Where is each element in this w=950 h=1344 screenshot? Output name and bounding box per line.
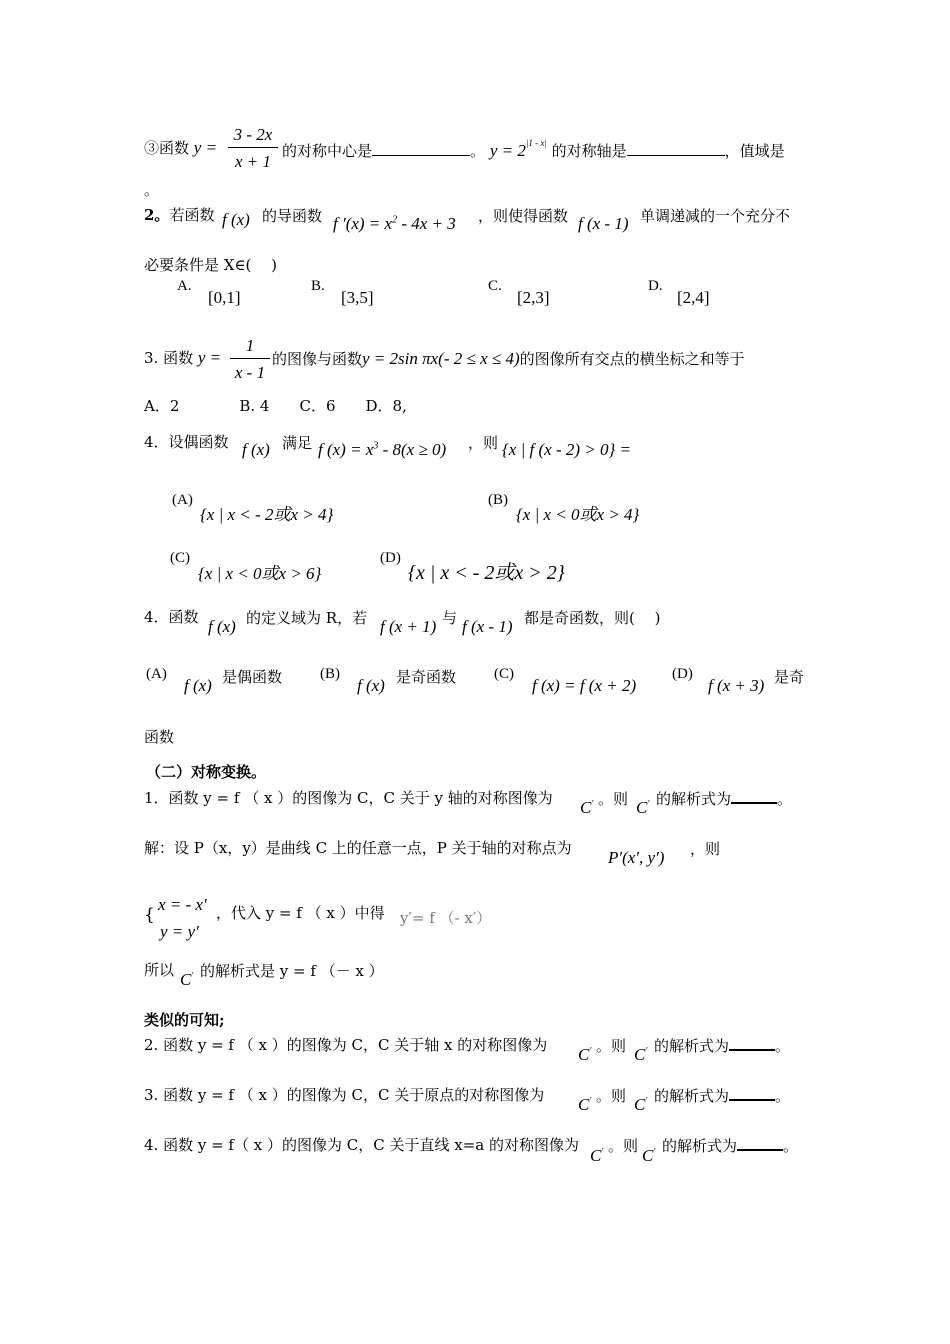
section2-p1: 1．函数 y = f （ x ）的图像为 C，C 关于 y 轴的对称图像为 — [144, 789, 553, 807]
q3-circle-prefix: ③函数 — [144, 139, 190, 157]
q2-option-a-value: [0,1] — [208, 288, 241, 307]
section2-p2-b: 。则 — [596, 1037, 627, 1055]
system-result: y′= f （- x′） — [400, 909, 492, 927]
q3-rest: 的图像与函数y = 2sin πx(- 2 ≤ x ≤ 4)的图像所有交点的横坐标之和等于 — [272, 349, 745, 368]
q4a-option-b-label: (B) — [488, 492, 508, 508]
system-brace: { — [144, 905, 155, 925]
q2-text3: ，则使得函数 — [478, 207, 569, 225]
section2-heading: （二）对称变换。 — [146, 763, 267, 781]
fraction-bar — [230, 358, 270, 359]
fraction-bar — [228, 147, 278, 148]
q4a-option-d-value: {x | x < - 2或x > 2} — [408, 562, 565, 584]
q4b-option-a-math: f (x) — [184, 676, 212, 695]
c-prime: C′ — [180, 970, 194, 989]
q4b-option-d-text: 是奇 — [774, 668, 805, 686]
q4a-option-b-value: {x | x < 0或x > 4} — [516, 505, 640, 524]
section2-p3-c: 的解析式为 。 — [654, 1087, 791, 1105]
q4b-option-d-math: f (x + 3) — [708, 676, 765, 695]
q4b-tail: 函数 — [144, 728, 175, 746]
q3-circle-line — [144, 138, 217, 158]
q2-text4: 单调递减的一个充分不 — [640, 207, 791, 225]
q4a-text2: ，则 — [468, 434, 499, 452]
q4b-f1: f (x + 1) — [380, 617, 437, 636]
q4a-condition: f $(x) = x^3 - 8(x \ge 0)$ — [318, 440, 447, 459]
q4b-f2: f (x - 1) — [462, 617, 513, 636]
q4a-option-c-value: {x | x < 0或x > 6} — [198, 564, 322, 583]
q3-denominator: x - 1 — [234, 363, 266, 382]
q4b-option-d-label: (D) — [672, 666, 693, 682]
section2-p2: 2. 函数 y = f （ x ）的图像为 C，C 关于轴 x 的对称图像为 — [144, 1036, 548, 1054]
section2-p1-c: 的解析式为 。 — [656, 790, 793, 808]
q4b-option-a-label: (A) — [146, 666, 167, 682]
system-text: ，代入 y = f （ x ）中得 — [216, 904, 385, 922]
q3-line: 3. 函数 y = — [144, 348, 222, 367]
q2-text2: 的导函数 — [262, 207, 323, 225]
q4a-option-a-value: {x | x < - 2或x > 4} — [200, 505, 334, 524]
q2-option-c-label: C. — [488, 278, 502, 294]
c-prime: C′ — [578, 1045, 592, 1064]
section2-p2-c: 的解析式为 。 — [654, 1037, 791, 1055]
section2-so: 所以 — [144, 961, 175, 979]
q4b-text3: 都是奇函数，则( ) — [524, 609, 661, 627]
q4b-option-b-label: (B) — [320, 666, 340, 682]
q4b-line: 4．函数 — [144, 608, 199, 626]
section2-p4: 4. 函数 y = f（ x ）的图像为 C，C 关于直线 x=a 的对称图像为 — [144, 1136, 579, 1154]
q3-circle-rest: 的对称中心是 。 $y = 2^{|1 - x|}$ 的对称轴是 ，值域是 — [282, 138, 785, 160]
q4a-option-a-label: (A) — [172, 492, 193, 508]
c-prime: C′ — [634, 1095, 648, 1114]
q2-f: f (x) — [222, 210, 250, 229]
q4a-option-d-label: (D) — [380, 550, 401, 566]
q2-line2: 必要条件是 X∈( ) — [144, 256, 278, 274]
q2-line1: 2。若函数 — [144, 206, 215, 224]
similar-heading: 类似的可知; — [144, 1011, 225, 1029]
q4a-f: f (x) — [242, 440, 270, 459]
system-eq1: x = - x′ — [158, 895, 207, 914]
q4a-set: {x | f (x - 2) > 0} = — [502, 440, 632, 459]
q4b-f: f (x) — [208, 617, 236, 636]
system-eq2: y = y′ — [160, 922, 199, 941]
q3-circle-end: 。 — [144, 181, 160, 199]
q2-option-a-label: A. — [177, 278, 192, 294]
section2-p4-b: 。则 — [608, 1137, 639, 1155]
q4b-option-b-text: 是奇函数 — [396, 668, 457, 686]
c-prime: C′ — [636, 798, 650, 817]
q4a-option-c-label: (C) — [170, 550, 190, 566]
q4b-text2: 与 — [442, 609, 458, 627]
q4b-option-a-text: 是偶函数 — [222, 668, 283, 686]
q2-option-d-label: D. — [648, 278, 663, 294]
q4a-line: 4．设偶函数 — [144, 433, 229, 451]
section2-p1-b: 。则 — [598, 790, 629, 808]
q2-derivative: f $'(x) = x^2 - 4x + 3$ — [333, 214, 456, 233]
c-prime: C′ — [642, 1146, 656, 1165]
q4b-option-b-math: f (x) — [357, 676, 385, 695]
c-prime: C′ — [634, 1045, 648, 1064]
section2-solution: 解：设 P（x，y）是曲线 C 上的任意一点，P 关于轴的对称点为 — [144, 839, 572, 857]
section2-p4-c: 的解析式为 。 — [662, 1137, 799, 1155]
q2-f2: f (x - 1) — [578, 214, 629, 233]
q3-circle-numerator: 3 - 2x — [233, 125, 273, 144]
q2-option-b-label: B. — [311, 278, 325, 294]
section2-solution-b: ，则 — [690, 840, 721, 858]
q2-option-d-value: [2,4] — [677, 288, 710, 307]
q3-circle-func: y = — [193, 138, 218, 157]
q4b-text1: 的定义域为 R，若 — [246, 609, 368, 627]
q2-option-b-value: [3,5] — [341, 288, 374, 307]
section2-p3-b: 。则 — [596, 1087, 627, 1105]
section2-so-b: 的解析式是 y = f （－ x ） — [200, 962, 384, 980]
q4b-option-c-label: (C) — [494, 666, 514, 682]
section2-p3: 3. 函数 y = f （ x ）的图像为 C，C 关于原点的对称图像为 — [144, 1086, 545, 1104]
q2-option-c-value: [2,3] — [517, 288, 550, 307]
q4a-text1: 满足 — [282, 434, 313, 452]
c-prime: C′ — [590, 1146, 604, 1165]
q3-circle-denominator: x + 1 — [234, 152, 272, 171]
c-prime: C′ — [580, 798, 594, 817]
q3-answers: A．2 B. 4 C．6 D．8, — [144, 397, 407, 415]
point-p-prime: P′(x′, y′) — [608, 848, 665, 867]
q3-numerator: 1 — [245, 336, 255, 355]
c-prime: C′ — [578, 1095, 592, 1114]
q4b-option-c-math: f (x) = f (x + 2) — [532, 676, 637, 695]
